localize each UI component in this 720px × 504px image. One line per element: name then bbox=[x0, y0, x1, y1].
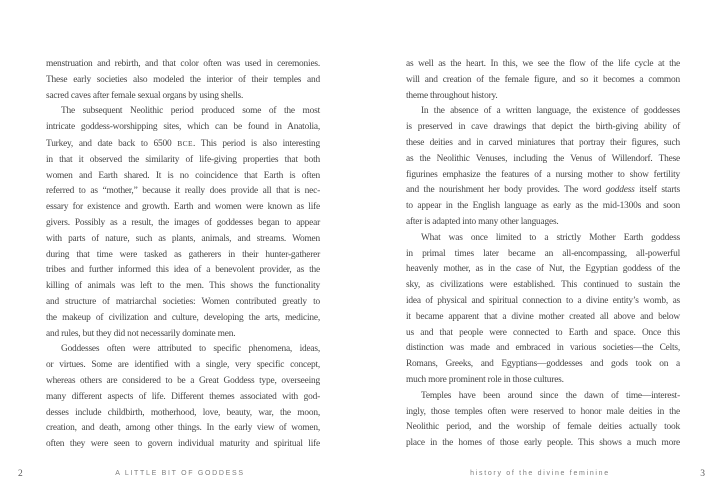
italic-text: goddess bbox=[605, 185, 635, 196]
body-text: givers. Possibly as a result, the images of goddesses began to appear bbox=[46, 217, 320, 228]
page-number-right: 3 bbox=[700, 469, 705, 479]
body-text: is preserved in cave drawings that depict the birth-giving ability of bbox=[406, 122, 680, 133]
text-line bbox=[46, 184, 320, 200]
paragraph bbox=[406, 231, 680, 389]
text-line bbox=[46, 73, 320, 89]
body-text: What was once limited to a strictly Mother Earth goddess bbox=[421, 232, 680, 243]
text-line bbox=[46, 374, 320, 390]
body-text: Goddesses often were attributed to specific phenomena, ideas, bbox=[61, 344, 320, 355]
text-line bbox=[406, 326, 680, 342]
text-line bbox=[406, 278, 680, 294]
text-line bbox=[46, 248, 320, 264]
body-text: The subsequent Neolithic period produced some of the most bbox=[61, 106, 320, 117]
text-line bbox=[406, 136, 680, 152]
body-text: with parts of nature, such as plants, animals, and streams. Women bbox=[46, 233, 320, 244]
text-line bbox=[46, 437, 320, 453]
text-line bbox=[406, 373, 680, 389]
body-text: heavenly mother, as in the case of Nut, the Egyptian goddess of the bbox=[406, 264, 680, 275]
body-text: sacred caves after female sexual organs by using shells. bbox=[46, 90, 244, 101]
running-head-right: history of the divine feminine bbox=[470, 470, 610, 477]
text-line bbox=[406, 247, 680, 263]
text-line bbox=[46, 104, 320, 120]
body-text: or virtues. Some are identified with a single, very specific concept, bbox=[46, 360, 320, 371]
body-text: place in the homes of those early people. This shows a much more bbox=[406, 438, 680, 449]
paragraph bbox=[46, 342, 320, 453]
body-text: theme throughout history. bbox=[406, 90, 498, 101]
paragraph bbox=[46, 57, 320, 104]
text-line bbox=[406, 357, 680, 373]
body-text: as well as the heart. In this, we see the flow of the life cycle at the bbox=[406, 59, 680, 69]
text-line bbox=[46, 279, 320, 295]
body-text: distinction was made and embraced in various societies—the Celts, bbox=[406, 343, 680, 354]
text-line bbox=[406, 341, 680, 357]
page-right-footer bbox=[360, 469, 720, 483]
running-head-left: A LITTLE BIT OF GODDESS bbox=[115, 470, 245, 477]
text-line bbox=[406, 231, 680, 247]
text-line bbox=[46, 200, 320, 216]
text-line bbox=[46, 57, 320, 73]
text-line bbox=[46, 327, 320, 343]
body-text: sky, as civilizations were established. This continued to sustain the bbox=[406, 280, 680, 291]
body-text: Romans, Greeks, and Egyptians—goddesses and gods took on a bbox=[406, 359, 680, 370]
text-line bbox=[406, 215, 680, 231]
text-line bbox=[406, 389, 680, 405]
body-text: in primal times later became an all-encompassing, all-powerful bbox=[406, 248, 680, 259]
body-text: These early societies also modeled the interior of their temples and bbox=[46, 74, 320, 85]
text-line bbox=[406, 89, 680, 105]
body-text: these deities and in carved miniatures that portray their figures, such bbox=[406, 137, 680, 148]
body-text: us and that people were connected to Earth and space. Once this bbox=[406, 327, 680, 338]
text-line bbox=[406, 405, 680, 421]
body-text: as the Neolithic Venuses, including the Venus of Willendorf. These bbox=[406, 153, 680, 164]
text-line bbox=[406, 262, 680, 278]
text-line bbox=[406, 152, 680, 168]
body-text: women and Earth shared. It is no coincidence that Earth is often bbox=[46, 170, 320, 181]
text-line bbox=[406, 183, 680, 199]
body-text: many different aspects of life. Different themes associated with god- bbox=[46, 391, 320, 402]
body-text: . This period is also interesting bbox=[193, 138, 321, 149]
text-line bbox=[406, 310, 680, 326]
text-line bbox=[46, 169, 320, 185]
page-number-left: 2 bbox=[18, 469, 23, 479]
text-line bbox=[406, 436, 680, 452]
body-text: killing of animals was left to the men. This shows the functionality bbox=[46, 281, 320, 292]
text-line bbox=[46, 342, 320, 358]
body-text: and rules, but they did not necessarily dominate men. bbox=[46, 328, 236, 339]
body-text: itself starts bbox=[634, 185, 680, 196]
body-text: intricate goddess-worshipping sites, which can be found in Anatolia, bbox=[46, 122, 320, 133]
text-line bbox=[46, 216, 320, 232]
text-line bbox=[46, 263, 320, 279]
page-left-body-text bbox=[46, 57, 320, 453]
text-line bbox=[406, 120, 680, 136]
body-text: Turkey, and date back to 6500 bbox=[46, 138, 178, 149]
body-text: Temples have been around since the dawn of time—interest- bbox=[421, 390, 680, 401]
text-line bbox=[46, 421, 320, 437]
body-text: figurines emphasize the features of a nursing mother to show fertility bbox=[406, 169, 680, 180]
body-text: menstruation and rebirth, and that color often was used in ceremonies. bbox=[46, 59, 320, 69]
body-text: it became apparent that a divine mother created all above and below bbox=[406, 311, 680, 322]
body-text: will and creation of the female figure, and so it becomes a common bbox=[406, 74, 680, 85]
paragraph bbox=[406, 104, 680, 230]
text-line bbox=[46, 153, 320, 169]
paragraph bbox=[46, 104, 320, 342]
page-right-body-text bbox=[406, 57, 680, 452]
body-text: during that time were tasked as gatherers in their hunter-gatherer bbox=[46, 249, 320, 260]
body-text: often they were seen to govern individual maturity and spiritual life bbox=[46, 439, 320, 450]
text-line bbox=[46, 406, 320, 422]
body-text: essary for existence and growth. Earth and women were known as life bbox=[46, 202, 320, 213]
text-line bbox=[406, 420, 680, 436]
paragraph bbox=[406, 389, 680, 452]
text-line bbox=[406, 73, 680, 89]
body-text: to appear in the English language as early as the mid-1300s and soon bbox=[406, 201, 680, 212]
body-text: and the nourishment her body provides. The word bbox=[406, 185, 606, 196]
body-text: and structure of matriarchal societies: Women contributed greatly to bbox=[46, 296, 320, 307]
body-text: much more prominent role in those cultures. bbox=[406, 374, 564, 385]
text-line bbox=[46, 390, 320, 406]
text-line bbox=[406, 199, 680, 215]
text-line bbox=[46, 358, 320, 374]
body-text: In the absence of a written language, the existence of goddesses bbox=[421, 106, 680, 117]
text-line bbox=[46, 311, 320, 327]
text-line bbox=[46, 89, 320, 105]
body-text: after is adapted into many other languages. bbox=[406, 216, 559, 227]
text-line bbox=[46, 232, 320, 248]
text-line bbox=[406, 294, 680, 310]
text-line bbox=[406, 57, 680, 73]
body-text: the makeup of civilization and culture, developing the arts, medicine, bbox=[46, 312, 320, 323]
text-line bbox=[46, 295, 320, 311]
body-text: whereas others are considered to be a Great Goddess type, overseeing bbox=[46, 375, 320, 386]
body-text: desses include childbirth, motherhood, love, beauty, war, the moon, bbox=[46, 407, 320, 418]
text-line bbox=[46, 136, 320, 153]
text-line bbox=[406, 104, 680, 120]
text-line bbox=[46, 120, 320, 136]
body-text: tribes and further informed this idea of a benevolent provider, as the bbox=[46, 265, 320, 276]
body-text: idea of physical and spiritual connection to a divine entity’s womb, as bbox=[406, 295, 680, 306]
body-text: referred to as “mother,” because it really does provide all that is nec- bbox=[46, 186, 320, 197]
body-text: in that it observed the similarity of life-giving properties that both bbox=[46, 154, 320, 165]
page-left-footer bbox=[0, 469, 360, 483]
paragraph bbox=[406, 57, 680, 104]
page-right bbox=[360, 0, 720, 504]
text-line bbox=[406, 168, 680, 184]
smallcaps-text: BCE bbox=[177, 138, 194, 148]
body-text: ingly, those temples often were reserved to honor male deities in the bbox=[406, 406, 680, 417]
body-text: creation, and death, among other things. In the early view of women, bbox=[46, 423, 320, 434]
body-text: Neolithic period, and the worship of female deities actually took bbox=[406, 422, 680, 433]
